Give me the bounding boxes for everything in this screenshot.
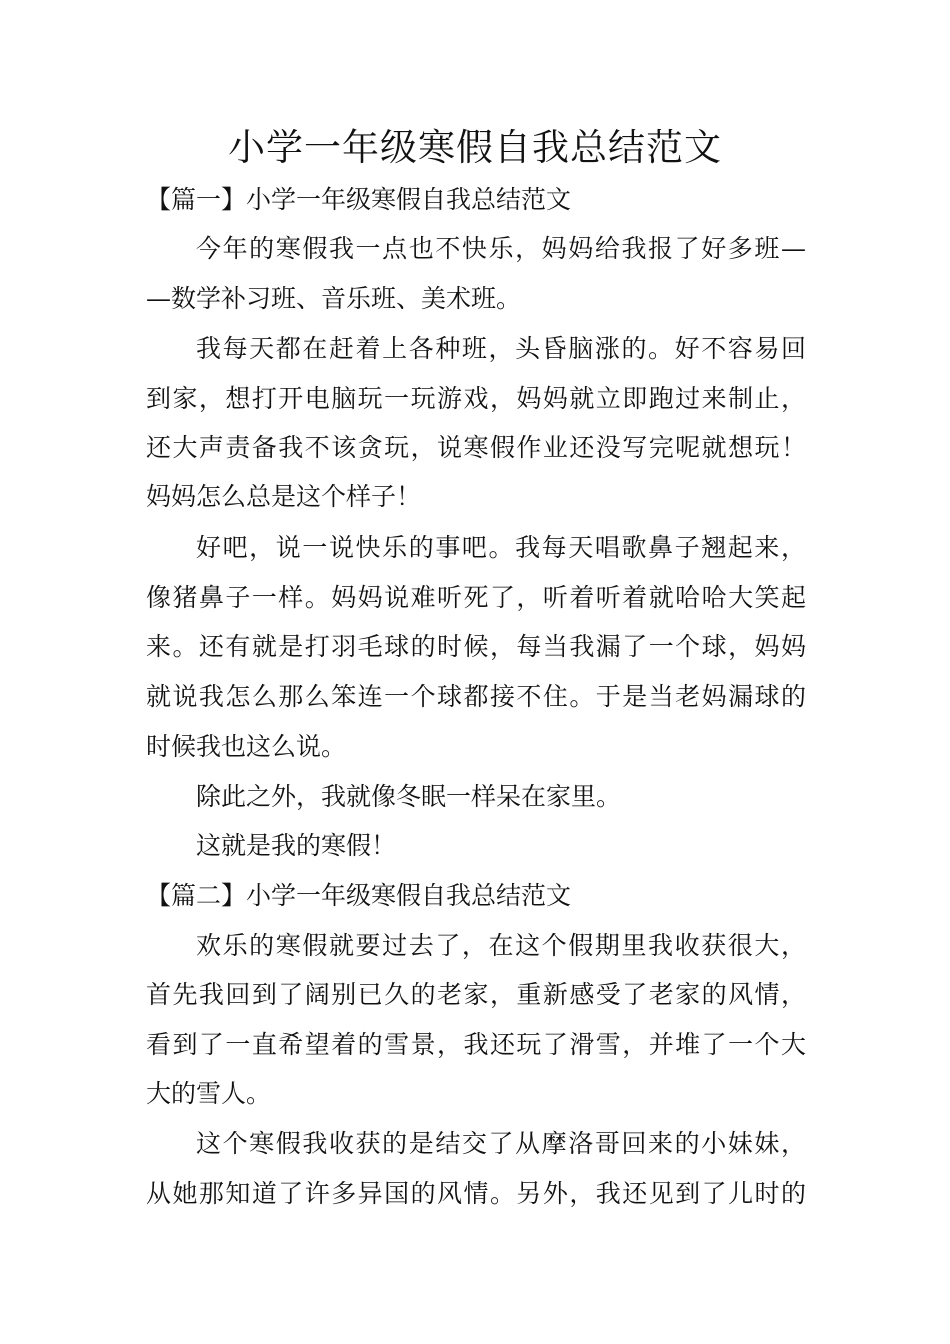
text-line: 从她那知道了许多异国的风情。另外，我还见到了儿时的 (146, 1179, 806, 1208)
text-line: 我每天都在赶着上各种班，头昏脑涨的。好不容易回 (196, 334, 806, 363)
text-line: 像猪鼻子一样。妈妈说难听死了，听着听着就哈哈大笑起 (146, 583, 806, 612)
text-line: 大的雪人。 (146, 1079, 272, 1108)
text-line: 时候我也这么说。 (146, 732, 347, 761)
text-line: 看到了一直希望着的雪景，我还玩了滑雪，并堆了一个大 (146, 1030, 806, 1059)
section-heading-2: 【篇二】小学一年级寒假自我总结范文 (146, 881, 572, 910)
text-line: 这就是我的寒假！ (196, 831, 397, 860)
text-line: 今年的寒假我一点也不快乐，妈妈给我报了好多班— (196, 234, 806, 263)
text-line: 这个寒假我收获的是结交了从摩洛哥回来的小妹妹， (196, 1129, 806, 1158)
text-line: 欢乐的寒假就要过去了，在这个假期里我收获很大， (196, 931, 806, 960)
text-line: 妈妈怎么总是这个样子！ (146, 482, 422, 511)
text-line: 除此之外，我就像冬眠一样呆在家里。 (196, 782, 622, 811)
text-line: 来。还有就是打羽毛球的时候，每当我漏了一个球，妈妈 (146, 632, 806, 661)
text-line: 还大声责备我不该贪玩，说寒假作业还没写完呢就想玩！ (146, 433, 806, 462)
text-line: —数学补习班、音乐班、美术班。 (146, 284, 522, 313)
text-line: 到家，想打开电脑玩一玩游戏，妈妈就立即跑过来制止， (146, 384, 806, 413)
section-heading-1: 【篇一】小学一年级寒假自我总结范文 (146, 185, 572, 214)
document-title: 小学一年级寒假自我总结范文 (228, 126, 722, 169)
text-line: 首先我回到了阔别已久的老家，重新感受了老家的风情， (146, 980, 806, 1009)
text-line: 好吧，说一说快乐的事吧。我每天唱歌鼻子翘起来， (196, 533, 806, 562)
text-line: 就说我怎么那么笨连一个球都接不住。于是当老妈漏球的 (146, 682, 806, 711)
